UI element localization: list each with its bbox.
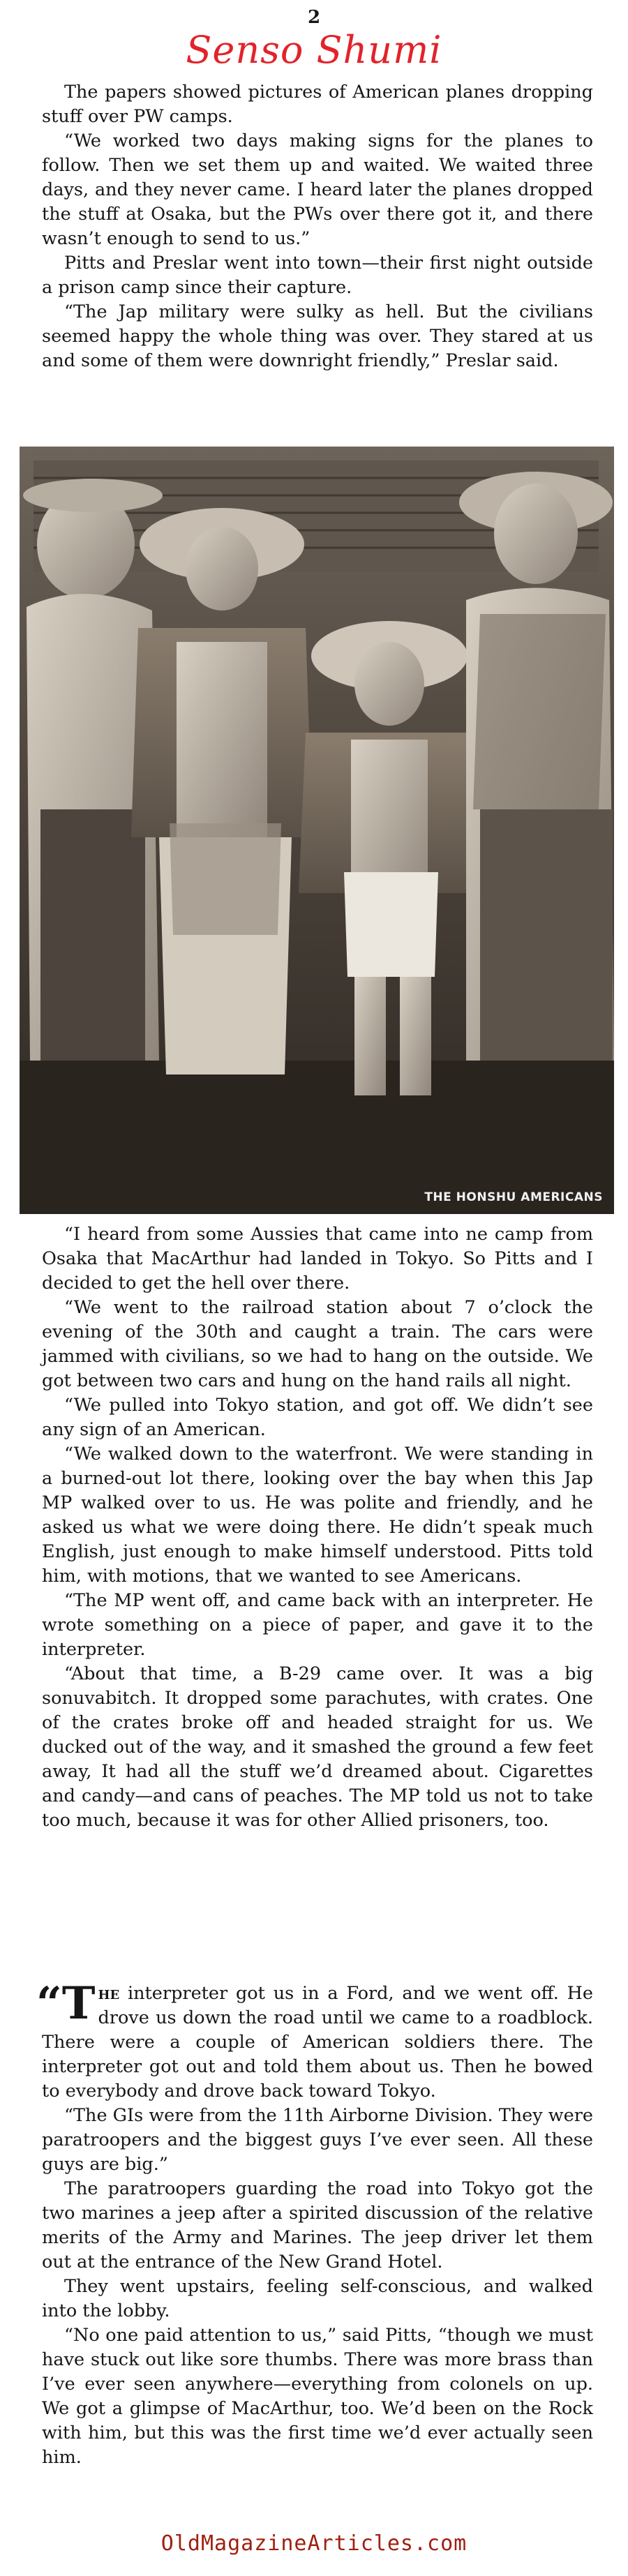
intro-paragraph: The papers showed pictures of American planes dropping stuff over PW camps. bbox=[42, 82, 593, 127]
body-paragraph: “We pulled into Tokyo station, and got off. We didn’t see any sign of an American. bbox=[42, 1395, 593, 1440]
article-headline: Senso Shumi bbox=[186, 28, 442, 72]
closing-paragraph: “The GIs were from the 11th Airborne Division. They were paratroopers and the biggest guys I’ve ever seen. All these guys are big.” bbox=[42, 2105, 593, 2175]
closing-column bbox=[36, 1977, 593, 2470]
lead-in: he bbox=[98, 1983, 120, 2004]
dropcap-paragraph-text: interpreter got us in a Ford, and we went off. He drove us down the road until we came to a roadblock. There were a couple of American soldiers there. The interpreter got out and told them about us. Then he bowed to everybody and drove back toward Tokyo. bbox=[42, 1983, 593, 2102]
page-number: 2 bbox=[307, 7, 321, 28]
intro-paragraph: “We worked two days making signs for the planes to follow. Then we set them up and waited. We waited three days, and they never came. I heard later the planes dropped the stuff at Osaka, but the PWs over there got it, and there wasn’t enough to send to us.” bbox=[42, 130, 593, 249]
closing-paragraph: “No one paid attention to us,” said Pitts, “though we must have stuck out like sore thumbs. There was more brass than I’ve ever seen anywhere—everything from colonels on up. We got a glimpse of MacArthur, too. We’d been on the Rock with him, but this was the first time we’d ever actually seen him. bbox=[42, 2325, 593, 2468]
body-paragraph: “The MP went off, and came back with an interpreter. He wrote something on a piece of paper, and gave it to the interpreter. bbox=[42, 1590, 593, 1660]
intro-paragraph: Pitts and Preslar went into town—their first night outside a prison camp since their capture. bbox=[42, 253, 593, 298]
body-column bbox=[42, 1222, 593, 1833]
closing-paragraph: They went upstairs, feeling self-conscious, and walked into the lobby. bbox=[42, 2276, 593, 2321]
footer-credit: OldMagazineArticles.com bbox=[160, 2531, 468, 2556]
dropcap-paragraph bbox=[36, 1977, 593, 2104]
intro-column bbox=[42, 80, 593, 373]
body-paragraph: “We went to the railroad station about 7 o’clock the evening of the 30th and caught a train. The cars were jammed with civilians, so we had to hang on the outside. We got between two cars and hung on the hand rails all night. bbox=[42, 1297, 593, 1391]
intro-paragraph: “The Jap military were sulky as hell. But the civilians seemed happy the whole thing was over. They stared at us and some of them were downright friendly,” Preslar said. bbox=[42, 301, 593, 371]
closing-paragraph: The paratroopers guarding the road into Tokyo got the two marines a jeep after a spirited discussion of the relative merits of the Army and Marines. The jeep driver let them out at the entrance of the New Grand Hotel. bbox=[42, 2178, 593, 2272]
body-paragraph: “About that time, a B-29 came over. It was a big sonuvabitch. It dropped some parachutes, with crates. One of the crates broke off and headed straight for us. We ducked out of the way, and it smashed the ground a few feet away, It had all the stuff we’d dreamed about. Cigarettes and candy—and cans of peaches. The MP told us not to take too much, because it was for other Allied prisoners, too. bbox=[42, 1663, 593, 1831]
body-paragraph: “I heard from some Aussies that came into ne camp from Osaka that MacArthur had landed in Tokyo. So Pitts and I decided to get the hell over there. bbox=[42, 1224, 593, 1294]
photo-illustration bbox=[20, 447, 614, 1214]
body-paragraph: “We walked down to the waterfront. We were standing in a burned-out lot there, looking over the bay when this Jap MP walked over to us. He was polite and friendly, and he asked us what we were doing there. He didn’t speak much English, just enough to make himself understood. Pitts told him, with motions, that we wanted to see Americans. bbox=[42, 1444, 593, 1587]
article-photo bbox=[20, 447, 614, 1214]
drop-cap: “T bbox=[36, 1977, 96, 2030]
photo-caption: THE HONSHU AMERICANS bbox=[424, 1190, 603, 1204]
